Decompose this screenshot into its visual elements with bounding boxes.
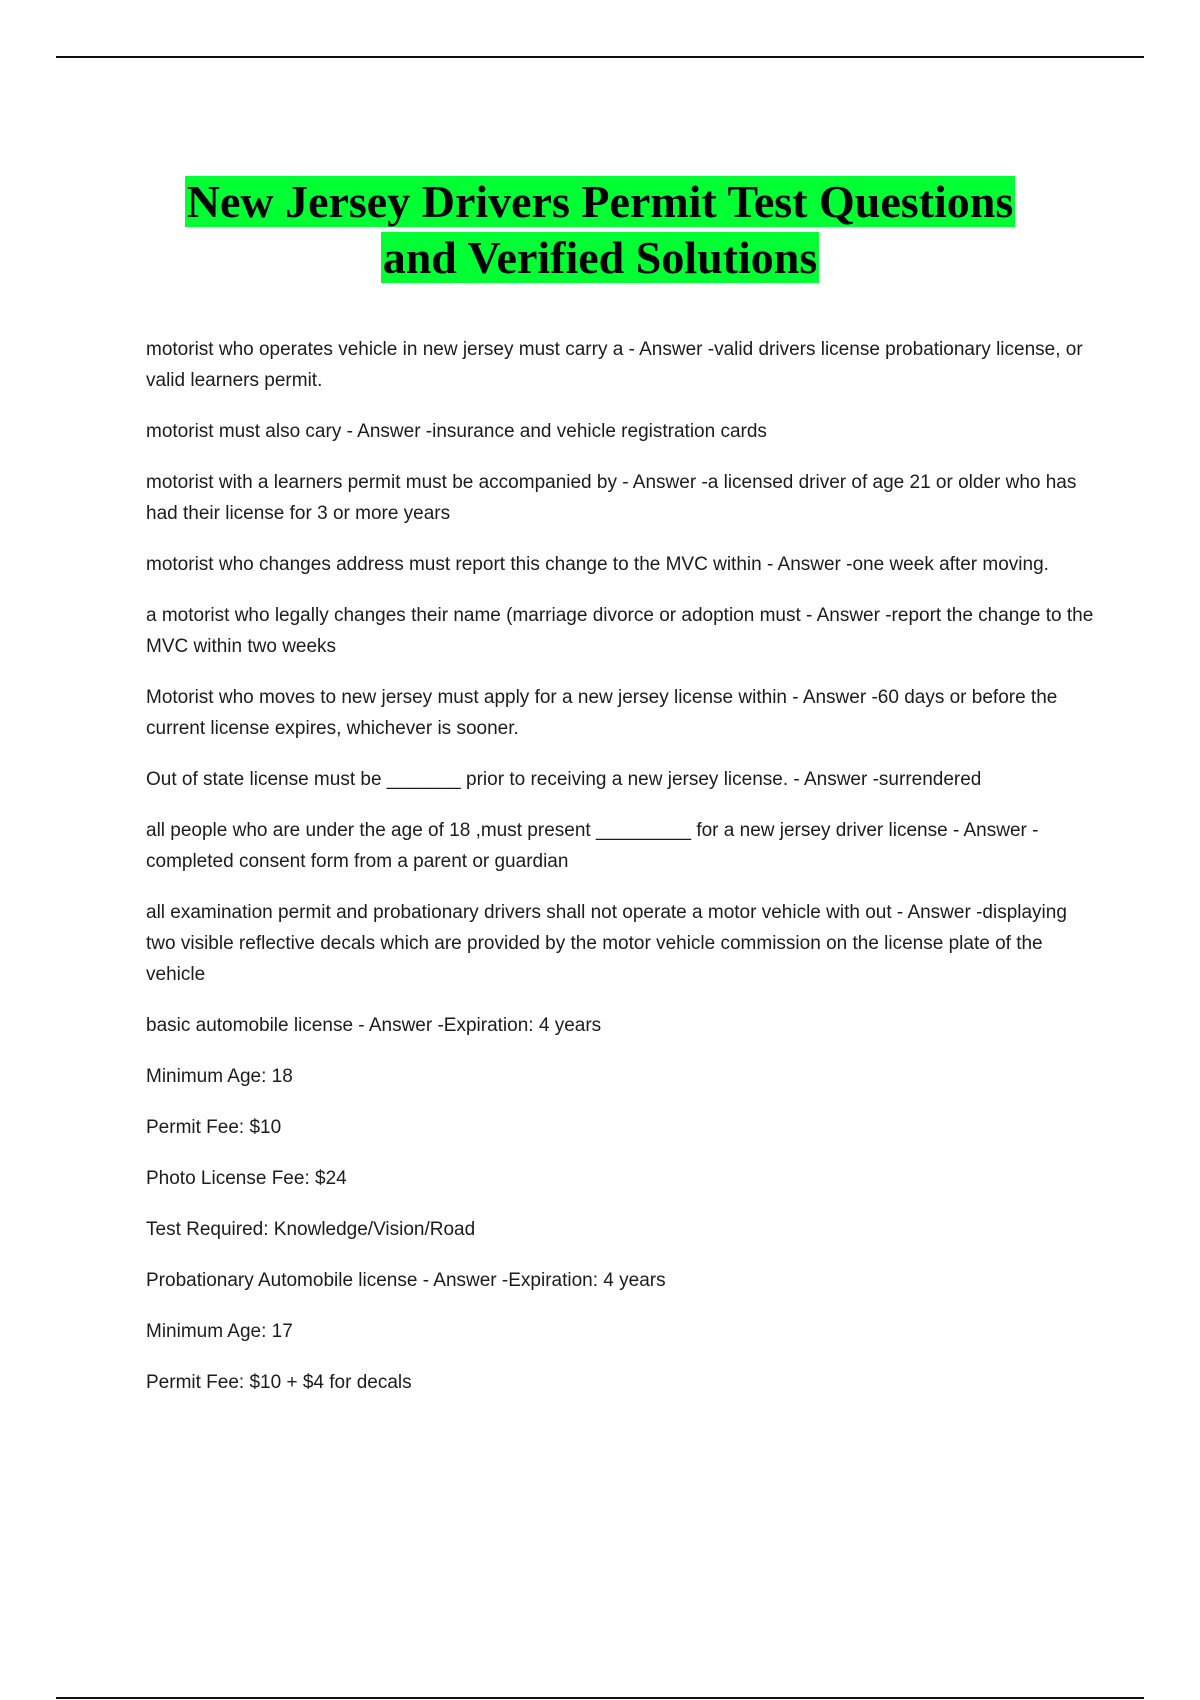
paragraph: all examination permit and probationary drivers shall not operate a motor vehicle with out - Answer -displaying two visible reflective decals which are provided by the motor vehicle commission on the license plate of the vehicle: [146, 902, 1067, 985]
paragraph: motorist with a learners permit must be accompanied by - Answer -a licensed driver of age 21 or older who has had their license for 3 or more years: [146, 472, 1077, 524]
paragraph: Minimum Age: 17: [146, 1321, 293, 1342]
title-line-1: New Jersey Drivers Permit Test Questions: [186, 175, 1014, 227]
paragraph: Photo License Fee: $24: [146, 1168, 347, 1189]
paragraph: motorist must also cary - Answer -insurance and vehicle registration cards: [146, 421, 767, 442]
paragraph: a motorist who legally changes their name (marriage divorce or adoption must - Answer -report the change to the MVC within two weeks: [146, 605, 1094, 657]
title-line-2: and Verified Solutions: [382, 231, 818, 283]
paragraph: all people who are under the age of 18 ,must present _________ for a new jersey driver license - Answer -completed consent form from a parent or guardian: [146, 820, 1039, 872]
paragraph: Probationary Automobile license - Answer -Expiration: 4 years: [146, 1270, 666, 1291]
paragraph: Permit Fee: $10: [146, 1117, 282, 1138]
paragraph: basic automobile license - Answer -Expiration: 4 years: [146, 1015, 602, 1036]
top-rule: [56, 56, 1144, 58]
document-body: [146, 334, 1096, 1418]
paragraph: Test Required: Knowledge/Vision/Road: [146, 1219, 476, 1240]
paragraph: Motorist who moves to new jersey must apply for a new jersey license within - Answer -60 days or before the current license expires, whichever is sooner.: [146, 687, 1058, 739]
paragraph: Out of state license must be _______ prior to receiving a new jersey license. - Answer -surrendered: [146, 769, 982, 790]
document-title: [0, 174, 1200, 286]
bottom-rule: [56, 1697, 1144, 1699]
paragraph: motorist who changes address must report this change to the MVC within - Answer -one week after moving.: [146, 554, 1049, 575]
paragraph: Minimum Age: 18: [146, 1066, 293, 1087]
paragraph: motorist who operates vehicle in new jersey must carry a - Answer -valid drivers license probationary license, or valid learners permit.: [146, 339, 1083, 391]
paragraph: Permit Fee: $10 + $4 for decals: [146, 1372, 412, 1393]
